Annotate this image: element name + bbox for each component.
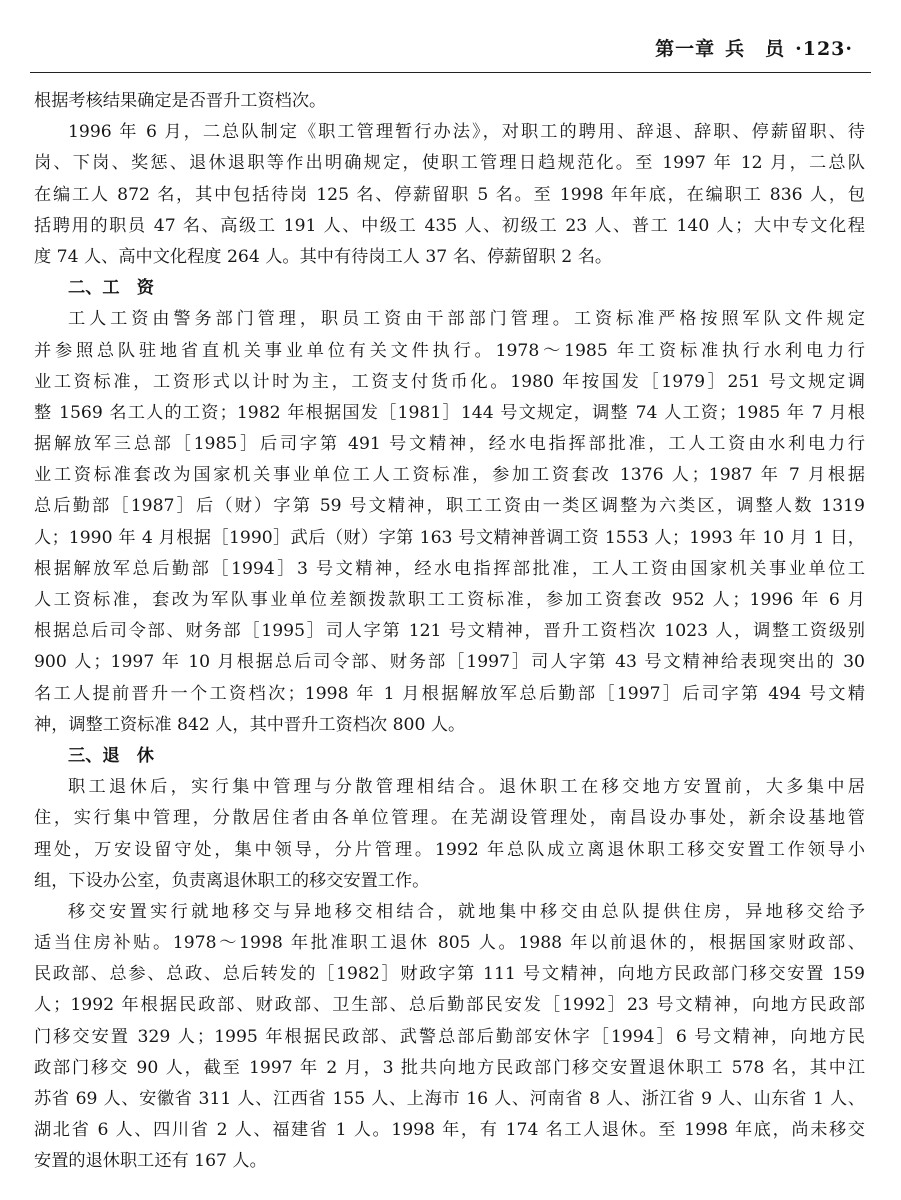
text-line: 民政部、总参、总政、总后转发的［1982］财政字第 111 号文精神，向地方民政部门移交安置 159: [34, 964, 865, 985]
paragraph-3: [34, 304, 865, 741]
text-line: 根据解放军总后勤部［1994］3 号文精神，经水电指挥部批准，工人工资由国家机关事业单位工: [34, 558, 865, 579]
chapter-label: 第一章: [655, 38, 716, 60]
text-line: 整 1569 名工人的工资；1982 年根据国发［1981］144 号文规定，调整 74 人工资；1985 年 7 月根: [34, 402, 865, 423]
page-number: ·123·: [795, 38, 853, 60]
text-line: 组，下设办公室，负责离退休职工的移交安置工作。: [34, 870, 430, 891]
text-line: 人；1992 年根据民政部、财政部、卫生部、总后勤部民安发［1992］23 号文精神，向地方民政部: [34, 995, 865, 1016]
paragraph-5: [34, 897, 865, 1178]
page-body: [34, 86, 865, 1178]
text-line: 根据总后司令部、财务部［1995］司人字第 121 号文精神，晋升工资档次 1023 人，调整工资级别: [34, 621, 865, 642]
running-header: [30, 28, 871, 73]
text-line: 人；1990 年 4 月根据［1990］武后（财）字第 163 号文精神普调工资 1553 人；1993 年 10 月 1 日，: [34, 527, 865, 548]
text-line: 度 74 人、高中文化程度 264 人。其中有待岗工人 37 名、停薪留职 2 名。: [34, 246, 613, 267]
text-line: 理处，万安设留守处，集中领导，分片管理。1992 年总队成立离退休职工移交安置工作领导小: [34, 839, 865, 860]
text-line: 政部门移交 90 人，截至 1997 年 2 月，3 批共向地方民政部门移交安置退休职工 578 名，其中江: [34, 1057, 865, 1078]
section-heading-retirement: 三、退 休: [68, 745, 154, 766]
text-line: 苏省 69 人、安徽省 311 人、江西省 155 人、上海市 16 人、河南省 8 人、浙江省 9 人、山东省 1 人、: [34, 1089, 865, 1109]
paragraph-1: [34, 86, 865, 117]
text-line: 业工资标准，工资形式以计时为主，工资支付货币化。1980 年按国发［1979］251 号文规定调: [34, 371, 865, 392]
text-line: 据解放军三总部［1985］后司字第 491 号文精神，经水电指挥部批准，工人工资由水利电力行: [34, 434, 865, 455]
text-line: 根据考核结果确定是否晋升工资档次。: [34, 91, 327, 111]
section-heading-wages: 二、工 资: [68, 278, 154, 299]
text-line: 住，实行集中管理，分散居住者由各单位管理。在芜湖设管理处，南昌设办事处，新余设基地管: [34, 808, 865, 829]
text-line: 括聘用的职员 47 名、高级工 191 人、中级工 435 人、初级工 23 人、普工 140 人；大中专文化程: [34, 215, 865, 236]
text-line: 900 人；1997 年 10 月根据总后司令部、财务部［1997］司人字第 43 号文精神给表现突出的 30: [34, 652, 865, 673]
text-line: 湖北省 6 人、四川省 2 人、福建省 1 人。1998 年，有 174 名工人退休。至 1998 年底，尚未移交: [34, 1120, 865, 1141]
text-line: 职工退休后，实行集中管理与分散管理相结合。退休职工在移交地方安置前，大多集中居: [68, 777, 865, 798]
text-line: 名工人提前晋升一个工资档次；1998 年 1 月根据解放军总后勤部［1997］后司字第 494 号文精: [34, 683, 865, 704]
paragraph-4: [34, 772, 865, 897]
text-line: 神，调整工资标准 842 人，其中晋升工资档次 800 人。: [34, 714, 466, 735]
header-text: [655, 34, 853, 61]
text-line: 并参照总队驻地省直机关事业单位有关文件执行。1978～1985 年工资标准执行水利电力行: [34, 340, 865, 361]
text-line: 总后勤部［1987］后（财）字第 59 号文精神，职工工资由一类区调整为六类区，调整人数 1319: [34, 496, 865, 517]
text-line: 1996 年 6 月，二总队制定《职工管理暂行办法》，对职工的聘用、辞退、辞职、停薪留职、待: [68, 122, 865, 143]
text-line: 移交安置实行就地移交与异地移交相结合，就地集中移交由总队提供住房，异地移交给予: [68, 901, 865, 922]
text-line: 人工资标准，套改为军队事业单位差额拨款职工工资标准，参加工资套改 952 人；1996 年 6 月: [34, 590, 865, 610]
paragraph-2: [34, 117, 865, 273]
text-line: 业工资标准套改为国家机关事业单位工人工资标准，参加工资套改 1376 人；1987 年 7 月根据: [34, 465, 865, 486]
text-line: 工人工资由警务部门管理，职员工资由干部部门管理。工资标准严格按照军队文件规定: [68, 309, 865, 330]
text-line: 在编工人 872 名，其中包括待岗 125 名、停薪留职 5 名。至 1998 年年底，在编职工 836 人，包: [34, 184, 865, 205]
text-line: 岗、下岗、奖惩、退休退职等作出明确规定，使职工管理日趋规范化。至 1997 年 12 月，二总队: [34, 153, 865, 174]
text-line: 安置的退休职工还有 167 人。: [34, 1151, 267, 1172]
text-line: 适当住房补贴。1978～1998 年批准职工退休 805 人。1988 年以前退休的，根据国家财政部、: [34, 933, 865, 954]
chapter-title: 兵 员: [725, 38, 786, 60]
text-line: 门移交安置 329 人；1995 年根据民政部、武警总部后勤部安休字［1994］6 号文精神，向地方民: [34, 1026, 865, 1047]
